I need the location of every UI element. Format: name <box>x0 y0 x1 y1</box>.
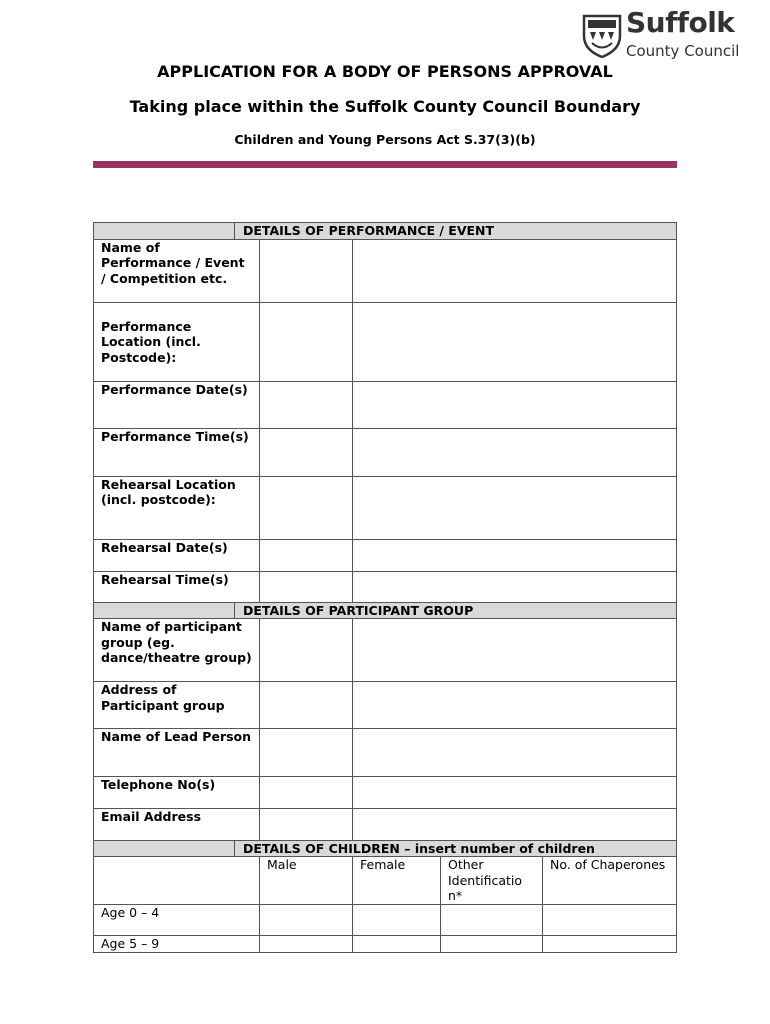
column-header-chaperones: No. of Chaperones <box>543 857 677 905</box>
suffolk-logo <box>582 6 752 62</box>
form-row <box>94 539 677 571</box>
page-title: APPLICATION FOR A BODY OF PERSONS APPROVAL <box>157 62 613 81</box>
field-input-cell[interactable] <box>353 729 677 777</box>
logo-name: Suffolk <box>626 6 735 39</box>
act-reference: Children and Young Persons Act S.37(3)(b) <box>234 132 536 147</box>
form-row <box>94 239 677 302</box>
field-input-cell[interactable] <box>260 619 353 682</box>
field-input-cell[interactable] <box>353 682 677 729</box>
count-input-cell[interactable] <box>543 936 677 953</box>
field-label: Address of Participant group <box>94 682 260 729</box>
children-row <box>94 905 677 936</box>
field-input-cell[interactable] <box>260 729 353 777</box>
form-row <box>94 682 677 729</box>
field-input-cell[interactable] <box>353 428 677 476</box>
age-label: Age 5 – 9 <box>94 936 260 953</box>
field-label: Email Address <box>94 809 260 841</box>
children-header-row <box>94 857 677 905</box>
column-header-female: Female <box>353 857 441 905</box>
field-input-cell[interactable] <box>353 476 677 539</box>
section-header-children: DETAILS OF CHILDREN – insert number of children <box>94 841 677 857</box>
field-input-cell[interactable] <box>260 239 353 302</box>
field-input-cell[interactable] <box>260 777 353 809</box>
field-input-cell[interactable] <box>260 539 353 571</box>
header-divider <box>93 161 677 168</box>
field-input-cell[interactable] <box>353 619 677 682</box>
field-label: Rehearsal Time(s) <box>94 571 260 602</box>
field-label: Name of Lead Person <box>94 729 260 777</box>
count-input-cell[interactable] <box>441 905 543 936</box>
field-input-cell[interactable] <box>260 381 353 428</box>
form-row <box>94 302 677 381</box>
field-input-cell[interactable] <box>260 428 353 476</box>
field-label: Rehearsal Date(s) <box>94 539 260 571</box>
column-header-male: Male <box>260 857 353 905</box>
field-input-cell[interactable] <box>353 381 677 428</box>
field-input-cell[interactable] <box>353 571 677 602</box>
field-input-cell[interactable] <box>353 239 677 302</box>
field-label: Name of participant group (eg. dance/theatre group) <box>94 619 260 682</box>
empty-header-cell <box>94 857 260 905</box>
field-input-cell[interactable] <box>353 539 677 571</box>
page-subtitle: Taking place within the Suffolk County Council Boundary <box>129 97 641 116</box>
count-input-cell[interactable] <box>441 936 543 953</box>
count-input-cell[interactable] <box>353 936 441 953</box>
application-form <box>93 222 676 953</box>
crest-icon <box>582 12 622 58</box>
field-input-cell[interactable] <box>260 809 353 841</box>
field-input-cell[interactable] <box>260 302 353 381</box>
form-row <box>94 428 677 476</box>
field-input-cell[interactable] <box>260 476 353 539</box>
count-input-cell[interactable] <box>260 936 353 953</box>
form-row <box>94 619 677 682</box>
field-label: Performance Time(s) <box>94 428 260 476</box>
field-label: Rehearsal Location (incl. postcode): <box>94 476 260 539</box>
field-input-cell[interactable] <box>353 809 677 841</box>
field-label: Telephone No(s) <box>94 777 260 809</box>
age-label: Age 0 – 4 <box>94 905 260 936</box>
field-label: Name of Performance / Event / Competition etc. <box>94 239 260 302</box>
form-row <box>94 777 677 809</box>
count-input-cell[interactable] <box>353 905 441 936</box>
field-input-cell[interactable] <box>353 777 677 809</box>
form-row <box>94 809 677 841</box>
count-input-cell[interactable] <box>543 905 677 936</box>
field-input-cell[interactable] <box>353 302 677 381</box>
section-header-participant: DETAILS OF PARTICIPANT GROUP <box>94 602 677 619</box>
form-row <box>94 476 677 539</box>
count-input-cell[interactable] <box>260 905 353 936</box>
children-row <box>94 936 677 953</box>
section-header-performance: DETAILS OF PERFORMANCE / EVENT <box>94 223 677 240</box>
column-header-other: Other Identificatio n* <box>441 857 543 905</box>
form-row <box>94 729 677 777</box>
field-label: Performance Location (incl. Postcode): <box>94 302 260 381</box>
form-row <box>94 571 677 602</box>
field-input-cell[interactable] <box>260 682 353 729</box>
field-label: Performance Date(s) <box>94 381 260 428</box>
form-row <box>94 381 677 428</box>
field-input-cell[interactable] <box>260 571 353 602</box>
logo-subname: County Council <box>626 42 740 60</box>
